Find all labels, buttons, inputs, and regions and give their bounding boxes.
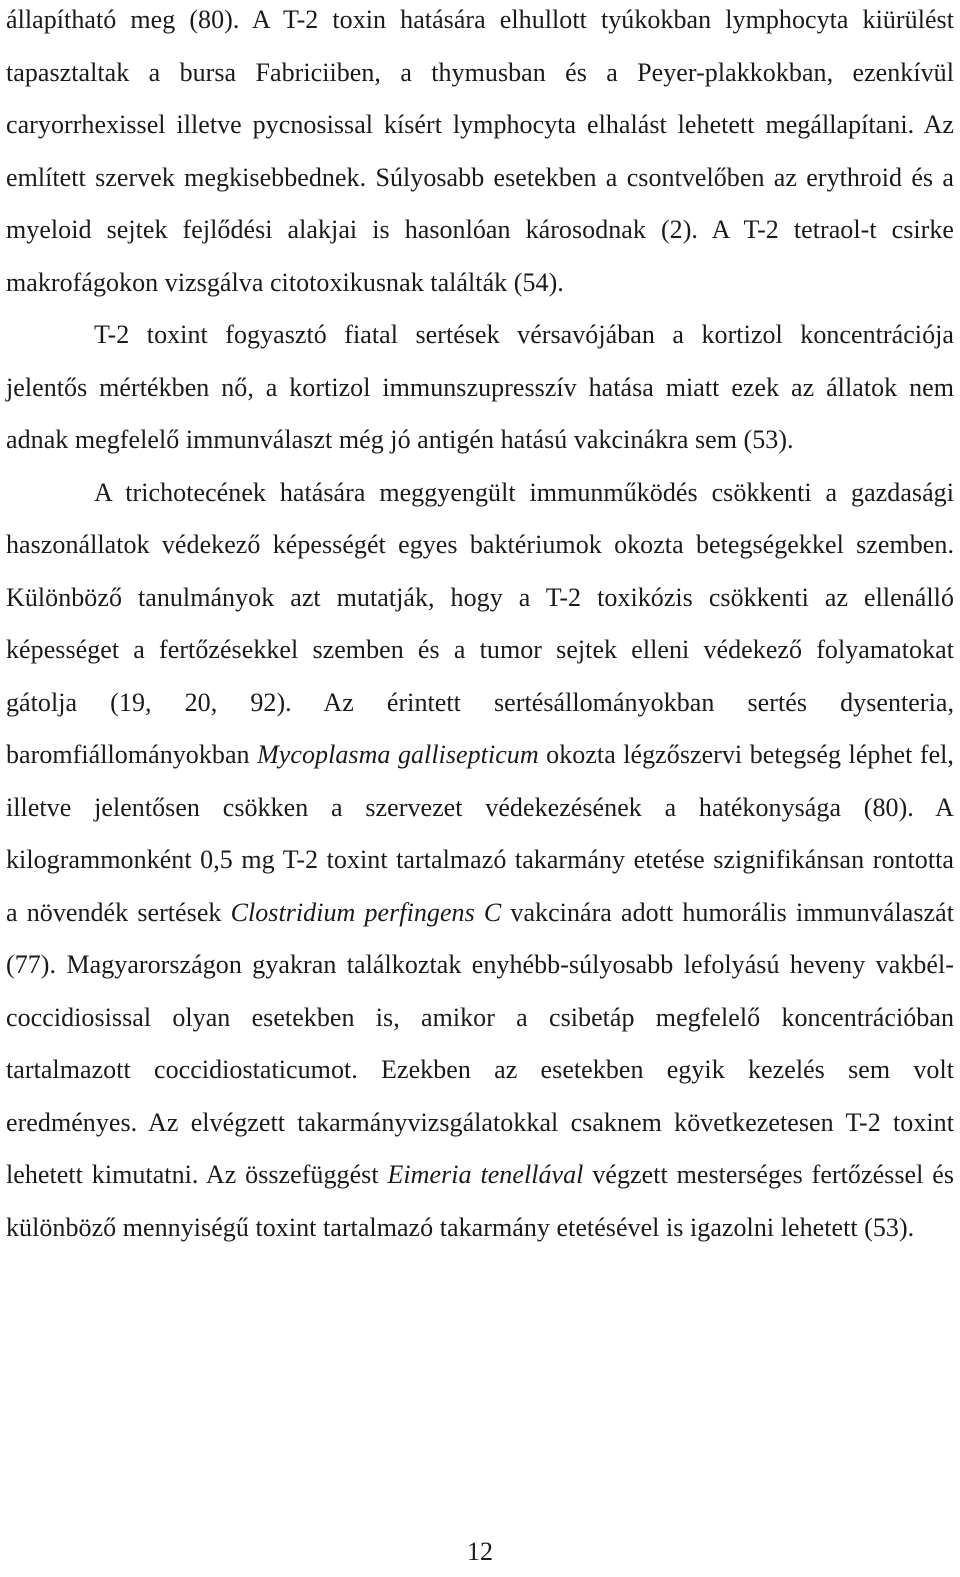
text-segment: állapítható meg (80). A T-2 toxin hatására elhullott tyúkokban lymphocyta kiürülést tapasztaltak a bursa Fabriciiben, a thymusban és a Peyer-plakkokban, ezenkívül caryorrhexissel illetve pycnosissal kísért lymphocyta elhalást lehetett megállapítani. Az említett szervek megkisebbednek. Súlyosabb esetekben a csontvelőben az erythroid és a myeloid sejtek fejlődési alakjai is hasonlóan károsodnak (2). A T-2 tetraol-t csirke makrofágokon vizsgálva citotoxikusnak találták (54). (6, 5, 954, 297)
italic-species-name: Mycoplasma gallisepticum (257, 740, 539, 769)
italic-species-name: Clostridium perfingens C (230, 897, 502, 927)
document-page (6, 0, 954, 1254)
text-segment: végzett mesterséges fertőzéssel és különböző mennyiségű toxint tartalmazó takarmány etetésével is igazolni lehetett (53). (6, 1160, 954, 1242)
text-segment: T-2 toxint fogyasztó fiatal sertések vérsavójában a kortizol koncentrációja jelentős mértékben nő, a kortizol immunszupresszív hatása miatt ezek az állatok nem adnak megfelelő immunválaszt még jó antigén hatású vakcinákra sem (53). (6, 320, 954, 454)
text-segment: vakcinára adott humorális immunválaszát (77). Magyarországon gyakran találkoztak enyhébb-súlyosabb lefolyású heveny vakbél-coccidiosissal olyan esetekben is, amikor a csibetáp megfelelő koncentrációban tartalmazott coccidiostaticumot. Ezekben az esetekben egyik kezelés sem volt eredményes. Az elvégzett takarmányvizsgálatokkal csaknem következetesen T-2 toxint lehetett kimutatni. Az összefüggést (6, 897, 954, 1189)
paragraph (6, 0, 954, 309)
paragraph (6, 309, 954, 467)
text-segment: A trichotecének hatására meggyengült immunműködés csökkenti a gazdasági haszonállatok védekező képességét egyes baktériumok okozta betegségekkel szemben. Különböző tanulmányok azt mutatják, hogy a T-2 toxikózis csökkenti az ellenálló képességet a fertőzésekkel szemben és a tumor sejtek elleni védekező folyamatokat gátolja (19, 20, 92). Az érintett sertésállományokban sertés dysenteria, baromfiállományokban (6, 477, 954, 769)
italic-species-name: Eimeria tenellával (387, 1160, 584, 1189)
paragraph (6, 467, 954, 1255)
text-segment: okozta légzőszervi betegség léphet fel, illetve jelentősen csökken a szervezet védekezésének a hatékonysága (80). A kilogrammonként 0,5 mg T-2 toxint tartalmazó takarmány etetése szignifikánsan rontotta a növendék sertések (6, 740, 954, 927)
body-text (6, 0, 954, 1254)
page-number: 12 (467, 1537, 493, 1566)
